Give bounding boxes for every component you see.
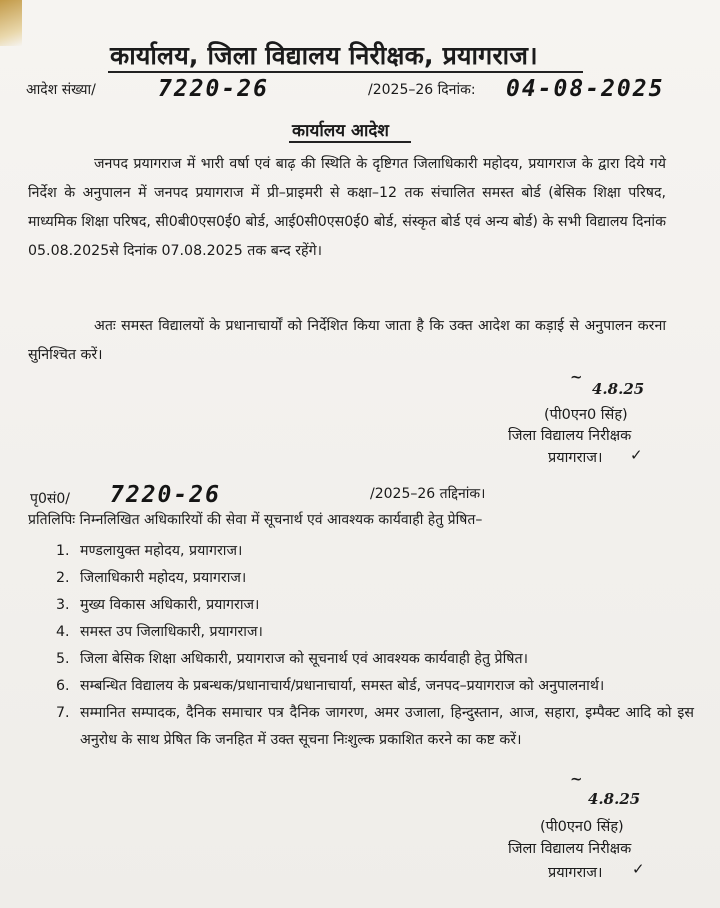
copy-recipient-list — [48, 538, 694, 754]
endorsement-date-label: /2025–26 तद्दिनांक। — [370, 486, 486, 502]
copy-intro: प्रतिलिपिः निम्नलिखित अधिकारियों की सेवा में सूचनार्थ एवं आवश्यक कार्यवाही हेतु प्रेषित– — [28, 512, 483, 528]
heading-underline — [289, 141, 411, 143]
signatory-designation-1: जिला विद्यालय निरीक्षक — [508, 428, 632, 444]
order-date-label: /2025–26 दिनांक: — [368, 82, 476, 98]
list-item: 2. जिलाधिकारी महोदय, प्रयागराज। — [74, 565, 694, 592]
list-item: 1. मण्डलायुक्त महोदय, प्रयागराज। — [74, 538, 694, 565]
order-paragraph-2: अतः समस्त विद्यालयों के प्रधानाचार्यों को निर्देशित किया जाता है कि उक्त आदेश का कड़ाई से अनुपालन करना सुनिश्चित करें। — [28, 318, 666, 363]
list-item: 7. सम्मानित सम्पादक, दैनिक समाचार पत्र दैनिक जागरण, अमर उजाला, हिन्दुस्तान, आज, सहारा, इम्पैक्ट आदि को इस अनुरोध के साथ प्रेषित कि जनहित में उक्त सूचना निःशुल्क प्रकाशित करने का कष्ट करें। — [74, 700, 694, 754]
page-corner-mark — [0, 0, 22, 46]
list-item: 6. सम्बन्धित विद्यालय के प्रबन्धक/प्रधानाचार्य/प्रधानाचार्या, समस्त बोर्ड, जनपद–प्रयागराज को अनुपालनार्थ। — [74, 673, 694, 700]
signature-scrawl-2: ~ — [570, 770, 583, 788]
initial-mark-2: ✓ — [632, 860, 645, 878]
signatory-place-2: प्रयागराज। — [548, 865, 603, 881]
signature-date-2: 4.8.25 — [588, 790, 641, 808]
signatory-name-2: (पी0एन0 सिंह) — [540, 819, 624, 835]
order-number-handwritten: 7220-26 — [158, 76, 269, 102]
list-item: 5. जिला बेसिक शिक्षा अधिकारी, प्रयागराज को सूचनार्थ एवं आवश्यक कार्यवाही हेतु प्रेषित। — [74, 646, 694, 673]
signature-date-1: 4.8.25 — [592, 380, 645, 398]
initial-mark-1: ✓ — [630, 446, 643, 464]
order-heading: कार्यालय आदेश — [292, 121, 389, 141]
signatory-place-1: प्रयागराज। — [548, 450, 603, 466]
office-title: कार्यालय, जिला विद्यालय निरीक्षक, प्रयागराज। — [110, 41, 538, 70]
list-item: 4. समस्त उप जिलाधिकारी, प्रयागराज। — [74, 619, 694, 646]
signatory-name-1: (पी0एन0 सिंह) — [544, 407, 628, 423]
order-paragraph-1: जनपद प्रयागराज में भारी वर्षा एवं बाढ़ की स्थिति के दृष्टिगत जिलाधिकारी महोदय, प्रयागराज के द्वारा दिये गये निर्देश के अनुपालन में जनपद प्रयागराज में प्री–प्राइमरी से कक्षा–12 तक संचालित समस्त बोर्ड (बेसिक शिक्षा परिषद, माध्यमिक शिक्षा परिषद, सी0बी0एस0ई0 बोर्ड, आई0सी0एस0ई0 बोर्ड, संस्कृत बोर्ड एवं अन्य बोर्ड) के सभी विद्यालय दिनांक 05.08.2025से दिनांक 07.08.2025 तक बन्द रहेंगे। — [28, 156, 666, 259]
signatory-designation-2: जिला विद्यालय निरीक्षक — [508, 841, 632, 857]
title-underline — [108, 71, 583, 73]
signature-scrawl-1: ~ — [570, 368, 583, 386]
endorsement-number-label: पृ0सं0/ — [30, 491, 70, 507]
order-date-handwritten: 04-08-2025 — [506, 76, 665, 102]
list-item: 3. मुख्य विकास अधिकारी, प्रयागराज। — [74, 592, 694, 619]
endorsement-number-handwritten: 7220-26 — [110, 482, 221, 508]
order-number-label: आदेश संख्या/ — [26, 82, 96, 98]
